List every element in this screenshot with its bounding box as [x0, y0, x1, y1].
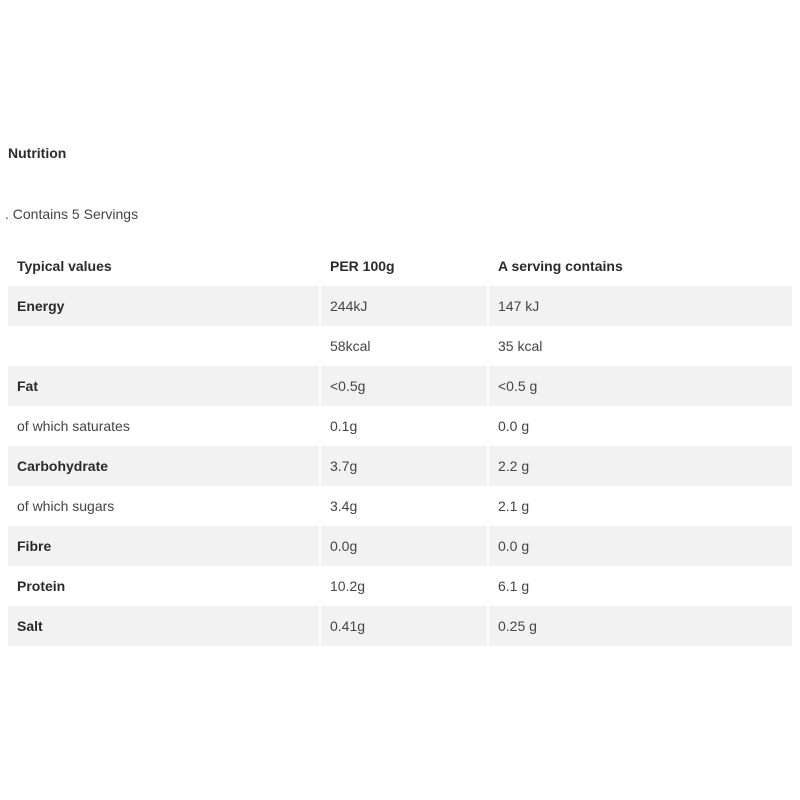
table-row-protein: [8, 566, 792, 606]
serving-value: 6.1 g: [488, 566, 792, 606]
servings-note: . Contains 5 Servings: [5, 206, 139, 222]
serving-value: <0.5 g: [488, 366, 792, 406]
table-row-saturates: [8, 406, 792, 446]
header-per-100g: PER 100g: [320, 246, 488, 286]
nutrient-label: Protein: [8, 566, 320, 606]
table-row-energy-kcal: [8, 326, 792, 366]
nutrient-label: Fat: [8, 366, 320, 406]
nutrient-label: Carbohydrate: [8, 446, 320, 486]
serving-value: 0.25 g: [488, 606, 792, 646]
nutrient-label: Energy: [8, 286, 320, 326]
table-row-fibre: [8, 526, 792, 566]
table-row-energy-kj: [8, 286, 792, 326]
serving-value: 35 kcal: [488, 326, 792, 366]
per-100g-value: 0.0g: [320, 526, 488, 566]
nutrient-label: Salt: [8, 606, 320, 646]
per-100g-value: 58kcal: [320, 326, 488, 366]
table-header-row: [8, 246, 792, 286]
per-100g-value: 3.4g: [320, 486, 488, 526]
per-100g-value: 10.2g: [320, 566, 488, 606]
per-100g-value: 244kJ: [320, 286, 488, 326]
table-row-fat: [8, 366, 792, 406]
table-row-salt: [8, 606, 792, 646]
nutrient-label: [8, 326, 320, 366]
header-typical-values: Typical values: [8, 246, 320, 286]
serving-value: 2.1 g: [488, 486, 792, 526]
header-serving: A serving contains: [488, 246, 792, 286]
serving-value: 0.0 g: [488, 526, 792, 566]
serving-value: 147 kJ: [488, 286, 792, 326]
table-row-carbohydrate: [8, 446, 792, 486]
nutrient-label: of which sugars: [8, 486, 320, 526]
per-100g-value: 3.7g: [320, 446, 488, 486]
page-title: Nutrition: [8, 145, 67, 161]
nutrient-label: Fibre: [8, 526, 320, 566]
nutrition-table: [8, 246, 792, 646]
per-100g-value: 0.1g: [320, 406, 488, 446]
serving-value: 2.2 g: [488, 446, 792, 486]
per-100g-value: <0.5g: [320, 366, 488, 406]
serving-value: 0.0 g: [488, 406, 792, 446]
table-row-sugars: [8, 486, 792, 526]
nutrient-label: of which saturates: [8, 406, 320, 446]
per-100g-value: 0.41g: [320, 606, 488, 646]
